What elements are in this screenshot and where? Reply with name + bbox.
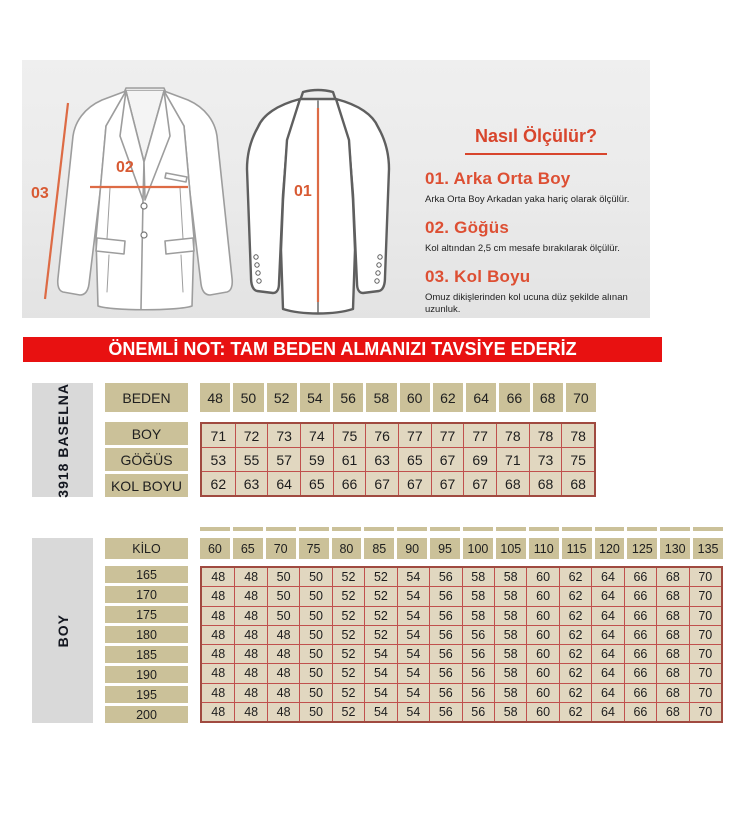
data-cell: 52: [332, 644, 364, 663]
data-cell: 48: [202, 586, 234, 605]
partial-cell: [200, 527, 230, 531]
measure-steps: [425, 169, 647, 316]
row-header-cell: 185: [105, 646, 188, 663]
data-cell: 50: [299, 683, 331, 702]
back-length-measure-marker: 01: [294, 183, 312, 200]
data-cell: 48: [267, 625, 299, 644]
row-header-cell: 165: [105, 566, 188, 583]
height-weight-table-header-row: [105, 538, 723, 559]
partial-cell: [299, 527, 329, 531]
data-cell: 77: [463, 424, 496, 447]
data-cell: 53: [202, 447, 235, 471]
measure-step-heading: 02. Göğüs: [425, 217, 509, 237]
data-cell: 48: [202, 663, 234, 682]
data-cell: 60: [526, 606, 558, 625]
data-cell: 77: [398, 424, 431, 447]
height-weight-table-main: [105, 538, 723, 723]
data-cell: 67: [398, 471, 431, 495]
measure-guide-panel: [22, 60, 650, 318]
data-cell: 62: [559, 702, 591, 721]
spacer: [188, 538, 200, 559]
column-header-cell: 115: [562, 538, 592, 559]
data-cell: 54: [397, 625, 429, 644]
data-cell: 66: [624, 625, 656, 644]
data-cell: 66: [624, 702, 656, 721]
measure-step-heading: 03. Kol Boyu: [425, 266, 531, 286]
data-cell: 62: [559, 606, 591, 625]
row-header-cell: 195: [105, 686, 188, 703]
spacer: [188, 383, 200, 412]
data-cell: 68: [656, 625, 688, 644]
column-header-cell: 52: [267, 383, 297, 412]
row-header-cell: 175: [105, 606, 188, 623]
data-cell: 76: [365, 424, 398, 447]
data-cell: 60: [526, 702, 558, 721]
data-cell: 54: [364, 683, 396, 702]
data-cell: 77: [431, 424, 464, 447]
measure-step: [425, 169, 647, 206]
data-cell: 54: [397, 568, 429, 586]
data-cell: 56: [429, 683, 461, 702]
data-cell: 63: [365, 447, 398, 471]
data-cell: 61: [333, 447, 366, 471]
data-cell: 60: [526, 663, 558, 682]
jacket-back-illustration: [237, 85, 407, 320]
data-cell: 64: [591, 702, 623, 721]
height-weight-table-grid: [200, 566, 723, 723]
data-cell: 68: [656, 644, 688, 663]
data-cell: 52: [364, 586, 396, 605]
spacer: [105, 559, 723, 566]
data-cell: 48: [234, 586, 266, 605]
data-cell: 56: [429, 625, 461, 644]
guide-title: Nasıl Ölçülür?: [465, 126, 607, 155]
data-cell: 58: [494, 644, 526, 663]
data-cell: 56: [462, 663, 494, 682]
height-weight-table-header-label: KİLO: [105, 538, 188, 559]
data-cell: 54: [364, 702, 396, 721]
partial-cell: [627, 527, 657, 531]
data-cell: 52: [332, 683, 364, 702]
column-header-cell: 64: [466, 383, 496, 412]
partial-cell: [332, 527, 362, 531]
partial-cell: [595, 527, 625, 531]
data-cell: 70: [689, 625, 721, 644]
column-header-cell: 90: [397, 538, 427, 559]
data-cell: 64: [591, 663, 623, 682]
row-header-cell: KOL BOYU: [105, 474, 188, 497]
data-cell: 50: [299, 625, 331, 644]
data-cell: 54: [397, 702, 429, 721]
column-header-cell: 60: [400, 383, 430, 412]
data-cell: 48: [202, 702, 234, 721]
data-cell: 56: [429, 663, 461, 682]
data-cell: 56: [429, 644, 461, 663]
jacket-front-illustration: [32, 78, 247, 318]
size-table-side-label-text: 3918 BASELNA: [54, 382, 71, 498]
data-cell: 67: [431, 471, 464, 495]
data-cell: 50: [267, 606, 299, 625]
data-cell: 52: [332, 625, 364, 644]
data-cell: 60: [526, 683, 558, 702]
data-cell: 48: [267, 663, 299, 682]
data-cell: 64: [267, 471, 300, 495]
size-table-body: [105, 422, 596, 497]
partial-cell: [562, 527, 592, 531]
data-cell: 52: [364, 568, 396, 586]
sleeve-measure-marker: 03: [31, 185, 49, 202]
data-cell: 62: [559, 663, 591, 682]
notice-banner: ÖNEMLİ NOT: TAM BEDEN ALMANIZI TAVSİYE EDERİZ: [23, 337, 662, 362]
column-header-cell: 95: [430, 538, 460, 559]
data-cell: 56: [429, 606, 461, 625]
data-cell: 70: [689, 606, 721, 625]
data-cell: 50: [267, 586, 299, 605]
data-cell: 50: [299, 663, 331, 682]
data-cell: 48: [202, 568, 234, 586]
partial-cell: [364, 527, 394, 531]
data-cell: 54: [397, 644, 429, 663]
data-cell: 78: [496, 424, 529, 447]
data-cell: 50: [299, 586, 331, 605]
column-header-cell: 60: [200, 538, 230, 559]
data-cell: 58: [494, 606, 526, 625]
data-cell: 65: [398, 447, 431, 471]
data-cell: 62: [559, 568, 591, 586]
data-cell: 48: [267, 683, 299, 702]
spacer: [188, 422, 200, 497]
data-cell: 52: [332, 586, 364, 605]
data-cell: 58: [462, 606, 494, 625]
data-cell: 58: [494, 683, 526, 702]
data-cell: 48: [234, 663, 266, 682]
column-header-cell: 100: [463, 538, 493, 559]
row-header-cell: GÖĞÜS: [105, 448, 188, 471]
size-table-header-values: [200, 383, 596, 412]
height-weight-table-body: [105, 566, 723, 723]
column-header-cell: 135: [693, 538, 723, 559]
data-cell: 50: [267, 568, 299, 586]
data-cell: 52: [332, 606, 364, 625]
data-cell: 66: [624, 683, 656, 702]
column-header-cell: 50: [233, 383, 263, 412]
data-cell: 52: [364, 606, 396, 625]
data-cell: 54: [364, 644, 396, 663]
column-header-cell: 58: [366, 383, 396, 412]
column-header-cell: 62: [433, 383, 463, 412]
chest-measure-marker: 02: [116, 159, 134, 176]
data-cell: 48: [202, 644, 234, 663]
data-cell: 64: [591, 568, 623, 586]
data-cell: 75: [333, 424, 366, 447]
column-header-cell: 110: [529, 538, 559, 559]
partial-row-artifact: [200, 527, 723, 531]
data-cell: 64: [591, 606, 623, 625]
data-cell: 68: [561, 471, 594, 495]
data-cell: 66: [333, 471, 366, 495]
data-cell: 73: [267, 424, 300, 447]
data-cell: 64: [591, 683, 623, 702]
data-cell: 64: [591, 644, 623, 663]
data-cell: 67: [431, 447, 464, 471]
row-header-cell: 180: [105, 626, 188, 643]
data-cell: 68: [656, 663, 688, 682]
partial-cell: [529, 527, 559, 531]
data-cell: 68: [656, 702, 688, 721]
data-cell: 48: [234, 568, 266, 586]
data-cell: 57: [267, 447, 300, 471]
partial-cell: [430, 527, 460, 531]
data-cell: 48: [267, 702, 299, 721]
data-cell: 72: [235, 424, 268, 447]
size-table-main: [105, 383, 596, 497]
column-header-cell: 48: [200, 383, 230, 412]
measure-step-heading: 01. Arka Orta Boy: [425, 169, 571, 188]
data-cell: 73: [529, 447, 562, 471]
column-header-cell: 120: [595, 538, 625, 559]
data-cell: 62: [202, 471, 235, 495]
data-cell: 52: [332, 702, 364, 721]
height-weight-table-side-label-text: BOY: [54, 613, 71, 648]
data-cell: 70: [689, 586, 721, 605]
partial-cell: [693, 527, 723, 531]
data-cell: 58: [494, 586, 526, 605]
partial-cell: [660, 527, 690, 531]
data-cell: 60: [526, 568, 558, 586]
column-header-cell: 70: [566, 383, 596, 412]
column-header-cell: 105: [496, 538, 526, 559]
data-cell: 58: [462, 568, 494, 586]
data-cell: 66: [624, 644, 656, 663]
row-header-cell: BOY: [105, 422, 188, 445]
size-table-row-labels: [105, 422, 188, 497]
data-cell: 48: [202, 683, 234, 702]
data-cell: 74: [300, 424, 333, 447]
data-cell: 71: [202, 424, 235, 447]
height-weight-table-header-values: [200, 538, 723, 559]
data-cell: 64: [591, 586, 623, 605]
data-cell: 58: [462, 586, 494, 605]
row-header-cell: 190: [105, 666, 188, 683]
data-cell: 52: [364, 625, 396, 644]
data-cell: 56: [462, 625, 494, 644]
data-cell: 71: [496, 447, 529, 471]
data-cell: 65: [300, 471, 333, 495]
data-cell: 50: [299, 606, 331, 625]
data-cell: 58: [494, 702, 526, 721]
data-cell: 70: [689, 702, 721, 721]
data-cell: 48: [234, 644, 266, 663]
row-header-cell: 200: [105, 706, 188, 723]
column-header-cell: 80: [332, 538, 362, 559]
data-cell: 66: [624, 568, 656, 586]
data-cell: 78: [561, 424, 594, 447]
data-cell: 63: [235, 471, 268, 495]
column-header-cell: 70: [266, 538, 296, 559]
data-cell: 60: [526, 644, 558, 663]
data-cell: 58: [494, 625, 526, 644]
partial-cell: [496, 527, 526, 531]
measure-step: [425, 267, 647, 316]
data-cell: 58: [494, 663, 526, 682]
data-cell: 58: [494, 568, 526, 586]
data-cell: 50: [299, 702, 331, 721]
measure-step-description: Arka Orta Boy Arkadan yaka hariç olarak ölçülür.: [425, 194, 630, 205]
data-cell: 56: [429, 702, 461, 721]
column-header-cell: 125: [627, 538, 657, 559]
data-cell: 55: [235, 447, 268, 471]
data-cell: 48: [267, 644, 299, 663]
data-cell: 54: [364, 663, 396, 682]
data-cell: 48: [234, 606, 266, 625]
data-cell: 68: [656, 586, 688, 605]
data-cell: 48: [234, 625, 266, 644]
measure-step: [425, 218, 647, 255]
spacer: [105, 412, 596, 422]
data-cell: 54: [397, 663, 429, 682]
partial-cell: [233, 527, 263, 531]
spacer: [188, 566, 200, 723]
data-cell: 54: [397, 606, 429, 625]
data-cell: 68: [656, 606, 688, 625]
data-cell: 66: [624, 586, 656, 605]
data-cell: 50: [299, 644, 331, 663]
data-cell: 48: [234, 702, 266, 721]
data-cell: 75: [561, 447, 594, 471]
column-header-cell: 66: [499, 383, 529, 412]
data-cell: 60: [526, 625, 558, 644]
data-cell: 52: [332, 568, 364, 586]
column-header-cell: 75: [299, 538, 329, 559]
data-cell: 52: [332, 663, 364, 682]
partial-cell: [266, 527, 296, 531]
data-cell: 62: [559, 586, 591, 605]
column-header-cell: 130: [660, 538, 690, 559]
column-header-cell: 65: [233, 538, 263, 559]
size-table: [32, 383, 596, 497]
size-table-side-label: [32, 383, 93, 497]
data-cell: 62: [559, 625, 591, 644]
column-header-cell: 85: [364, 538, 394, 559]
data-cell: 66: [624, 663, 656, 682]
height-weight-table: [32, 538, 723, 723]
height-weight-table-row-labels: [105, 566, 188, 723]
data-cell: 62: [559, 683, 591, 702]
column-header-cell: 56: [333, 383, 363, 412]
measure-step-description: Omuz dikişlerinden kol ucuna düz şekilde alınan uzunluk.: [425, 291, 628, 315]
data-cell: 70: [689, 663, 721, 682]
data-cell: 48: [202, 625, 234, 644]
data-cell: 56: [462, 702, 494, 721]
data-cell: 56: [462, 683, 494, 702]
data-cell: 60: [526, 586, 558, 605]
size-table-header-row: [105, 383, 596, 412]
partial-cell: [397, 527, 427, 531]
data-cell: 69: [463, 447, 496, 471]
data-cell: 68: [529, 471, 562, 495]
data-cell: 70: [689, 568, 721, 586]
size-table-header-label: BEDEN: [105, 383, 188, 412]
data-cell: 54: [397, 683, 429, 702]
data-cell: 68: [656, 568, 688, 586]
data-cell: 54: [397, 586, 429, 605]
measure-step-description: Kol altından 2,5 cm mesafe bırakılarak ölçülür.: [425, 242, 620, 254]
data-cell: 66: [624, 606, 656, 625]
data-cell: 62: [559, 644, 591, 663]
data-cell: 68: [496, 471, 529, 495]
data-cell: 70: [689, 683, 721, 702]
data-cell: 70: [689, 644, 721, 663]
row-header-cell: 170: [105, 586, 188, 603]
data-cell: 59: [300, 447, 333, 471]
data-cell: 48: [234, 683, 266, 702]
data-cell: 56: [462, 644, 494, 663]
height-weight-table-side-label: [32, 538, 93, 723]
measure-guide-text: [425, 120, 647, 316]
data-cell: 64: [591, 625, 623, 644]
data-cell: 68: [656, 683, 688, 702]
data-cell: 56: [429, 586, 461, 605]
data-cell: 67: [365, 471, 398, 495]
data-cell: 50: [299, 568, 331, 586]
data-cell: 48: [202, 606, 234, 625]
data-cell: 67: [463, 471, 496, 495]
data-cell: 78: [529, 424, 562, 447]
partial-cell: [463, 527, 493, 531]
data-cell: 56: [429, 568, 461, 586]
column-header-cell: 68: [533, 383, 563, 412]
size-table-grid: [200, 422, 596, 497]
column-header-cell: 54: [300, 383, 330, 412]
